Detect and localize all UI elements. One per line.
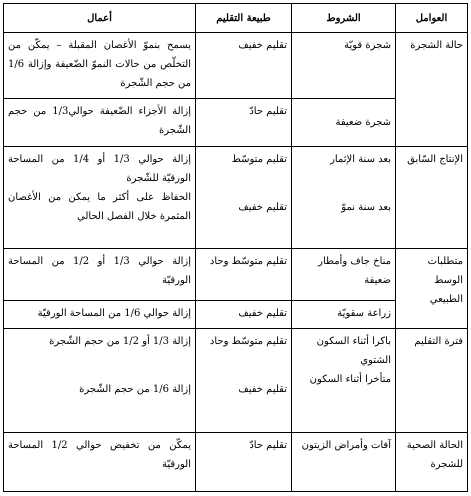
type-severe-pruning: تقليم حادّ [196,99,292,147]
table-row [4,433,468,492]
action-strong-tree: يسمح بنموّ الأغصان المقبلة – يمكّن من التخلّص من حالات النموّ الضّعيفة وإزالة 1/6 من حجم الشّجرة [4,33,196,99]
table-row [4,147,468,249]
header-factors: العوامل [396,4,468,33]
type-light-pruning: تقليم خفيف [238,384,287,395]
type-medium-pruning: تقليم متوسّط [231,154,287,165]
action-weak-tree: إزالة الأجزاء الضّعيفة حوالي1/3 من حجم الشّجرة [4,99,196,147]
action-diseases: يمكّن من تخفيض حوالي 1/2 المساحة الورقيّة [4,433,196,492]
action-after-fruiting: إزالة حوالي 1/3 أو 1/4 من المساحة الورقيّة للشّجرة [8,154,191,184]
condition-early: باكرا أثناء السكون الشتوي [316,336,391,366]
action-irrigated: إزالة حوالي 1/6 من المساحة الورقيّة [4,301,196,329]
condition-irrigated: زراعة سقويّة [292,301,396,329]
action-dry-climate: إزالة حوالي 1/3 أو 1/2 من المساحة الورقيّة [4,249,196,301]
type-medium-severe-pruning: تقليم متوسّط وحاد [209,336,287,347]
types-period [196,329,292,433]
table-row [4,33,468,99]
type-severe-pruning: تقليم حادّ [196,433,292,492]
actions-period [4,329,196,433]
table-row [4,329,468,433]
header-actions: أعمال [4,4,196,33]
factor-environment: متطلبات الوسط الطبيعي [396,249,468,329]
condition-after-fruiting: بعد سنة الإثمار [330,154,391,165]
condition-weak-tree: شجرة ضعيفة [292,99,396,147]
header-conditions: الشروط [292,4,396,33]
conditions-period [292,329,396,433]
actions-production [4,147,196,249]
action-late: إزالة 1/6 من حجم الشّجرة [79,384,191,395]
factor-tree-state: حالة الشجرة [396,33,468,147]
condition-strong-tree: شجرة قويّة [292,33,396,99]
conditions-production [292,147,396,249]
factor-pruning-period: فترة التقليم [396,329,468,433]
pruning-table-document [3,3,467,492]
pruning-factors-table [3,3,468,492]
factor-health: الحالة الصحية للشجرة [396,433,468,492]
action-after-growth: الحفاظ على أكثر ما يمكن من الأغصان المثمرة خلال الفصل الحالي [8,192,191,222]
type-light-pruning: تقليم خفيف [196,301,292,329]
type-light-pruning: تقليم خفيف [238,202,287,213]
condition-diseases: آفات وأمراض الزيتون [292,433,396,492]
condition-after-growth: بعد سنة نموّ [341,202,391,213]
table-header-row [4,4,468,33]
condition-dry-climate: مناخ جاف وأمطار ضعيفة [292,249,396,301]
types-production [196,147,292,249]
type-light-pruning: تقليم خفيف [196,33,292,99]
action-early: إزالة 1/3 أو 1/2 من حجم الشّجرة [49,336,191,347]
table-row [4,249,468,301]
factor-previous-production: الإنتاج السّابق [396,147,468,249]
header-pruning-type: طبيعة التقليم [196,4,292,33]
condition-late: متأخرا أثناء السكون [309,374,391,385]
type-medium-severe-pruning: تقليم متوسّط وحاد [196,249,292,301]
